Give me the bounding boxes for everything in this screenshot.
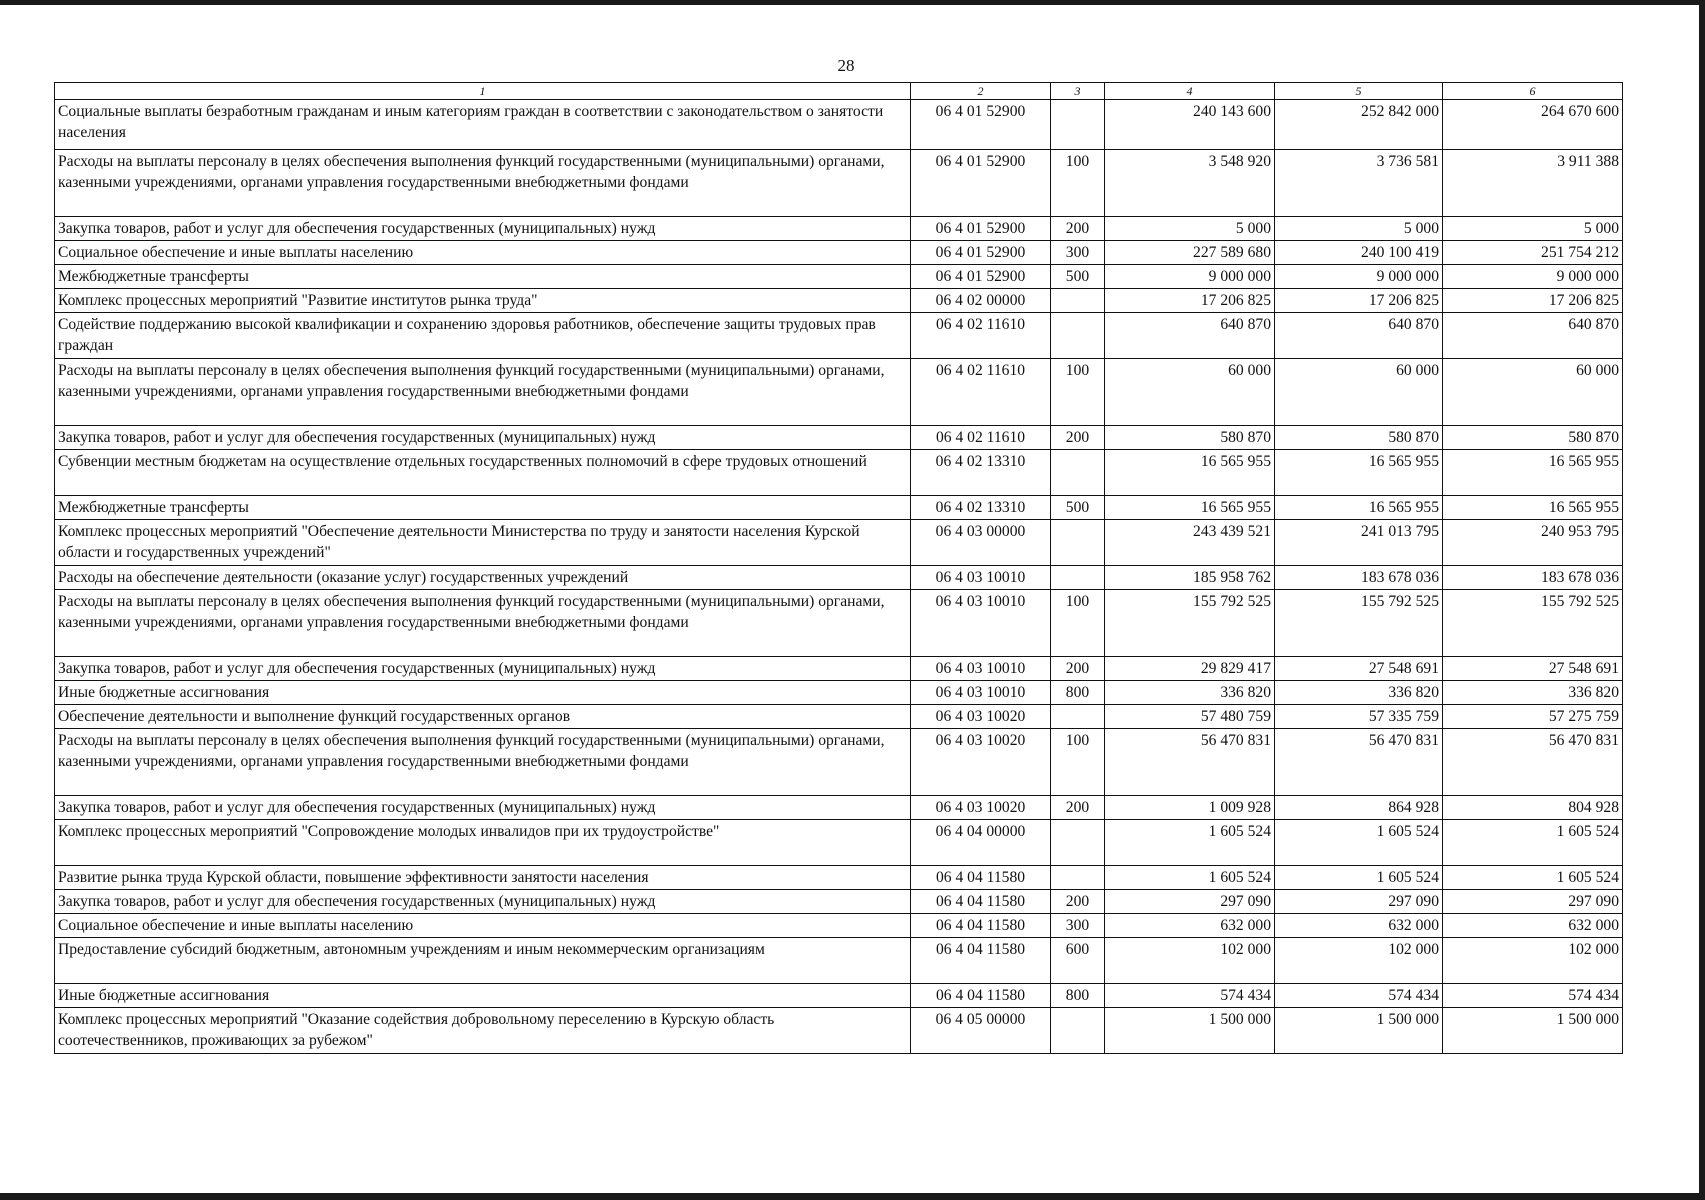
table-row bbox=[55, 657, 1623, 681]
amount-year2-cell: 16 565 955 bbox=[1275, 450, 1443, 496]
row-name-cell: Межбюджетные трансферты bbox=[55, 265, 911, 289]
column-header: 6 bbox=[1443, 83, 1623, 100]
amount-year2-cell: 297 090 bbox=[1275, 890, 1443, 914]
amount-year1-cell: 155 792 525 bbox=[1105, 590, 1275, 657]
amount-year3-cell: 102 000 bbox=[1443, 938, 1623, 984]
amount-year2-cell: 574 434 bbox=[1275, 984, 1443, 1008]
table-row bbox=[55, 729, 1623, 796]
amount-year2-cell: 640 870 bbox=[1275, 313, 1443, 359]
amount-year1-cell: 243 439 521 bbox=[1105, 520, 1275, 566]
row-name-cell: Социальное обеспечение и иные выплаты населению bbox=[55, 914, 911, 938]
scan-border-bottom bbox=[0, 1193, 1705, 1200]
row-name-cell: Социальные выплаты безработным гражданам и иным категориям граждан в соответствии с законодательством о занятости населения bbox=[55, 100, 911, 150]
table-row bbox=[55, 450, 1623, 496]
row-name-cell: Комплекс процессных мероприятий "Развитие институтов рынка труда" bbox=[55, 289, 911, 313]
amount-year3-cell: 804 928 bbox=[1443, 796, 1623, 820]
amount-year1-cell: 227 589 680 bbox=[1105, 241, 1275, 265]
amount-year3-cell: 56 470 831 bbox=[1443, 729, 1623, 796]
amount-year1-cell: 1 605 524 bbox=[1105, 866, 1275, 890]
row-name-cell: Расходы на выплаты персоналу в целях обеспечения выполнения функций государственными (муниципальными) органами, казенными учреждениями, органами управления государственными внебюджетными фондами bbox=[55, 590, 911, 657]
table-row bbox=[55, 914, 1623, 938]
amount-year3-cell: 57 275 759 bbox=[1443, 705, 1623, 729]
target-code-cell: 06 4 02 11610 bbox=[911, 313, 1051, 359]
row-name-cell: Иные бюджетные ассигнования bbox=[55, 984, 911, 1008]
target-code-cell: 06 4 02 13310 bbox=[911, 496, 1051, 520]
amount-year1-cell: 1 500 000 bbox=[1105, 1008, 1275, 1054]
amount-year2-cell: 580 870 bbox=[1275, 426, 1443, 450]
amount-year1-cell: 185 958 762 bbox=[1105, 566, 1275, 590]
amount-year1-cell: 16 565 955 bbox=[1105, 450, 1275, 496]
row-name-cell: Расходы на выплаты персоналу в целях обеспечения выполнения функций государственными (муниципальными) органами, казенными учреждениями, органами управления государственными внебюджетными фондами bbox=[55, 150, 911, 217]
row-name-cell: Субвенции местным бюджетам на осуществление отдельных государственных полномочий в сфере трудовых отношений bbox=[55, 450, 911, 496]
amount-year2-cell: 1 605 524 bbox=[1275, 820, 1443, 866]
row-name-cell: Обеспечение деятельности и выполнение функций государственных органов bbox=[55, 705, 911, 729]
amount-year2-cell: 1 500 000 bbox=[1275, 1008, 1443, 1054]
table-row bbox=[55, 681, 1623, 705]
amount-year2-cell: 864 928 bbox=[1275, 796, 1443, 820]
row-name-cell: Комплекс процессных мероприятий "Сопровождение молодых инвалидов при их трудоустройстве" bbox=[55, 820, 911, 866]
target-code-cell: 06 4 03 10020 bbox=[911, 729, 1051, 796]
amount-year2-cell: 632 000 bbox=[1275, 914, 1443, 938]
table-row bbox=[55, 520, 1623, 566]
amount-year3-cell: 574 434 bbox=[1443, 984, 1623, 1008]
amount-year3-cell: 183 678 036 bbox=[1443, 566, 1623, 590]
target-code-cell: 06 4 04 00000 bbox=[911, 820, 1051, 866]
scan-border-right bbox=[1699, 0, 1705, 1200]
row-name-cell: Закупка товаров, работ и услуг для обеспечения государственных (муниципальных) нужд bbox=[55, 657, 911, 681]
row-name-cell: Комплекс процессных мероприятий "Обеспечение деятельности Министерства по труду и занятости населения Курской области и государственных учреждений" bbox=[55, 520, 911, 566]
amount-year3-cell: 580 870 bbox=[1443, 426, 1623, 450]
amount-year1-cell: 29 829 417 bbox=[1105, 657, 1275, 681]
expense-type-cell bbox=[1051, 520, 1105, 566]
expense-type-cell: 200 bbox=[1051, 657, 1105, 681]
amount-year3-cell: 155 792 525 bbox=[1443, 590, 1623, 657]
column-header: 3 bbox=[1051, 83, 1105, 100]
expense-type-cell: 300 bbox=[1051, 241, 1105, 265]
expense-type-cell bbox=[1051, 313, 1105, 359]
row-name-cell: Межбюджетные трансферты bbox=[55, 496, 911, 520]
table-row bbox=[55, 984, 1623, 1008]
target-code-cell: 06 4 03 10020 bbox=[911, 705, 1051, 729]
amount-year2-cell: 17 206 825 bbox=[1275, 289, 1443, 313]
amount-year1-cell: 102 000 bbox=[1105, 938, 1275, 984]
amount-year3-cell: 240 953 795 bbox=[1443, 520, 1623, 566]
target-code-cell: 06 4 01 52900 bbox=[911, 265, 1051, 289]
target-code-cell: 06 4 04 11580 bbox=[911, 866, 1051, 890]
column-header: 2 bbox=[911, 83, 1051, 100]
target-code-cell: 06 4 03 10020 bbox=[911, 796, 1051, 820]
target-code-cell: 06 4 02 13310 bbox=[911, 450, 1051, 496]
expense-type-cell: 100 bbox=[1051, 590, 1105, 657]
amount-year1-cell: 3 548 920 bbox=[1105, 150, 1275, 217]
amount-year3-cell: 1 605 524 bbox=[1443, 866, 1623, 890]
amount-year2-cell: 60 000 bbox=[1275, 359, 1443, 426]
expense-type-cell: 800 bbox=[1051, 984, 1105, 1008]
amount-year1-cell: 580 870 bbox=[1105, 426, 1275, 450]
target-code-cell: 06 4 03 10010 bbox=[911, 590, 1051, 657]
amount-year2-cell: 9 000 000 bbox=[1275, 265, 1443, 289]
row-name-cell: Закупка товаров, работ и услуг для обеспечения государственных (муниципальных) нужд bbox=[55, 796, 911, 820]
amount-year3-cell: 17 206 825 bbox=[1443, 289, 1623, 313]
amount-year3-cell: 251 754 212 bbox=[1443, 241, 1623, 265]
amount-year1-cell: 56 470 831 bbox=[1105, 729, 1275, 796]
column-header: 5 bbox=[1275, 83, 1443, 100]
row-name-cell: Закупка товаров, работ и услуг для обеспечения государственных (муниципальных) нужд bbox=[55, 426, 911, 450]
row-name-cell: Расходы на выплаты персоналу в целях обеспечения выполнения функций государственными (муниципальными) органами, казенными учреждениями, органами управления государственными внебюджетными фондами bbox=[55, 359, 911, 426]
table-row bbox=[55, 289, 1623, 313]
amount-year3-cell: 27 548 691 bbox=[1443, 657, 1623, 681]
target-code-cell: 06 4 02 00000 bbox=[911, 289, 1051, 313]
scan-border-top bbox=[0, 0, 1705, 5]
amount-year3-cell: 264 670 600 bbox=[1443, 100, 1623, 150]
amount-year1-cell: 240 143 600 bbox=[1105, 100, 1275, 150]
amount-year3-cell: 16 565 955 bbox=[1443, 496, 1623, 520]
target-code-cell: 06 4 05 00000 bbox=[911, 1008, 1051, 1054]
row-name-cell: Комплекс процессных мероприятий "Оказание содействия добровольному переселению в Курскую область соотечественников, проживающих за рубежом" bbox=[55, 1008, 911, 1054]
row-name-cell: Предоставление субсидий бюджетным, автономным учреждениям и иным некоммерческим организациям bbox=[55, 938, 911, 984]
table-row bbox=[55, 359, 1623, 426]
amount-year2-cell: 16 565 955 bbox=[1275, 496, 1443, 520]
expense-type-cell: 500 bbox=[1051, 496, 1105, 520]
amount-year3-cell: 1 500 000 bbox=[1443, 1008, 1623, 1054]
budget-table bbox=[54, 82, 1623, 1054]
amount-year1-cell: 574 434 bbox=[1105, 984, 1275, 1008]
amount-year2-cell: 241 013 795 bbox=[1275, 520, 1443, 566]
expense-type-cell bbox=[1051, 1008, 1105, 1054]
table-row bbox=[55, 496, 1623, 520]
expense-type-cell bbox=[1051, 820, 1105, 866]
table-row bbox=[55, 890, 1623, 914]
expense-type-cell: 100 bbox=[1051, 729, 1105, 796]
amount-year1-cell: 632 000 bbox=[1105, 914, 1275, 938]
amount-year3-cell: 9 000 000 bbox=[1443, 265, 1623, 289]
target-code-cell: 06 4 01 52900 bbox=[911, 217, 1051, 241]
target-code-cell: 06 4 01 52900 bbox=[911, 150, 1051, 217]
target-code-cell: 06 4 04 11580 bbox=[911, 890, 1051, 914]
table-row bbox=[55, 241, 1623, 265]
expense-type-cell: 100 bbox=[1051, 359, 1105, 426]
expense-type-cell: 100 bbox=[1051, 150, 1105, 217]
table-row bbox=[55, 265, 1623, 289]
target-code-cell: 06 4 03 10010 bbox=[911, 657, 1051, 681]
target-code-cell: 06 4 03 10010 bbox=[911, 681, 1051, 705]
target-code-cell: 06 4 02 11610 bbox=[911, 426, 1051, 450]
amount-year2-cell: 5 000 bbox=[1275, 217, 1443, 241]
amount-year2-cell: 102 000 bbox=[1275, 938, 1443, 984]
row-name-cell: Расходы на обеспечение деятельности (оказание услуг) государственных учреждений bbox=[55, 566, 911, 590]
amount-year1-cell: 16 565 955 bbox=[1105, 496, 1275, 520]
row-name-cell: Иные бюджетные ассигнования bbox=[55, 681, 911, 705]
amount-year3-cell: 3 911 388 bbox=[1443, 150, 1623, 217]
table-row bbox=[55, 566, 1623, 590]
target-code-cell: 06 4 04 11580 bbox=[911, 984, 1051, 1008]
amount-year3-cell: 1 605 524 bbox=[1443, 820, 1623, 866]
row-name-cell: Развитие рынка труда Курской области, повышение эффективности занятости населения bbox=[55, 866, 911, 890]
table-header-row bbox=[55, 83, 1623, 100]
amount-year2-cell: 57 335 759 bbox=[1275, 705, 1443, 729]
expense-type-cell bbox=[1051, 289, 1105, 313]
target-code-cell: 06 4 03 10010 bbox=[911, 566, 1051, 590]
table-row bbox=[55, 217, 1623, 241]
target-code-cell: 06 4 01 52900 bbox=[911, 100, 1051, 150]
amount-year2-cell: 183 678 036 bbox=[1275, 566, 1443, 590]
target-code-cell: 06 4 04 11580 bbox=[911, 938, 1051, 984]
row-name-cell: Социальное обеспечение и иные выплаты населению bbox=[55, 241, 911, 265]
expense-type-cell bbox=[1051, 566, 1105, 590]
target-code-cell: 06 4 02 11610 bbox=[911, 359, 1051, 426]
expense-type-cell: 200 bbox=[1051, 796, 1105, 820]
amount-year2-cell: 3 736 581 bbox=[1275, 150, 1443, 217]
table-row bbox=[55, 705, 1623, 729]
table-row bbox=[55, 820, 1623, 866]
row-name-cell: Закупка товаров, работ и услуг для обеспечения государственных (муниципальных) нужд bbox=[55, 217, 911, 241]
amount-year2-cell: 56 470 831 bbox=[1275, 729, 1443, 796]
table-row bbox=[55, 100, 1623, 150]
amount-year2-cell: 27 548 691 bbox=[1275, 657, 1443, 681]
table-body bbox=[55, 100, 1623, 1054]
amount-year1-cell: 57 480 759 bbox=[1105, 705, 1275, 729]
expense-type-cell: 800 bbox=[1051, 681, 1105, 705]
amount-year2-cell: 1 605 524 bbox=[1275, 866, 1443, 890]
expense-type-cell: 300 bbox=[1051, 914, 1105, 938]
target-code-cell: 06 4 03 00000 bbox=[911, 520, 1051, 566]
amount-year1-cell: 5 000 bbox=[1105, 217, 1275, 241]
expense-type-cell bbox=[1051, 450, 1105, 496]
page-number: 28 bbox=[837, 56, 855, 75]
row-name-cell: Содействие поддержанию высокой квалификации и сохранению здоровья работников, обеспечение защиты трудовых прав граждан bbox=[55, 313, 911, 359]
expense-type-cell: 200 bbox=[1051, 426, 1105, 450]
table-row bbox=[55, 796, 1623, 820]
expense-type-cell: 200 bbox=[1051, 217, 1105, 241]
amount-year3-cell: 632 000 bbox=[1443, 914, 1623, 938]
expense-type-cell: 600 bbox=[1051, 938, 1105, 984]
amount-year3-cell: 16 565 955 bbox=[1443, 450, 1623, 496]
amount-year1-cell: 9 000 000 bbox=[1105, 265, 1275, 289]
amount-year1-cell: 1 009 928 bbox=[1105, 796, 1275, 820]
target-code-cell: 06 4 01 52900 bbox=[911, 241, 1051, 265]
amount-year3-cell: 336 820 bbox=[1443, 681, 1623, 705]
row-name-cell: Закупка товаров, работ и услуг для обеспечения государственных (муниципальных) нужд bbox=[55, 890, 911, 914]
expense-type-cell bbox=[1051, 866, 1105, 890]
amount-year3-cell: 60 000 bbox=[1443, 359, 1623, 426]
amount-year1-cell: 60 000 bbox=[1105, 359, 1275, 426]
target-code-cell: 06 4 04 11580 bbox=[911, 914, 1051, 938]
column-header: 1 bbox=[55, 83, 911, 100]
expense-type-cell: 500 bbox=[1051, 265, 1105, 289]
table-row bbox=[55, 1008, 1623, 1054]
expense-type-cell bbox=[1051, 705, 1105, 729]
table-row bbox=[55, 426, 1623, 450]
column-header: 4 bbox=[1105, 83, 1275, 100]
expense-type-cell: 200 bbox=[1051, 890, 1105, 914]
amount-year2-cell: 336 820 bbox=[1275, 681, 1443, 705]
amount-year3-cell: 5 000 bbox=[1443, 217, 1623, 241]
amount-year1-cell: 336 820 bbox=[1105, 681, 1275, 705]
amount-year1-cell: 1 605 524 bbox=[1105, 820, 1275, 866]
amount-year1-cell: 640 870 bbox=[1105, 313, 1275, 359]
amount-year1-cell: 17 206 825 bbox=[1105, 289, 1275, 313]
table-row bbox=[55, 590, 1623, 657]
table-row bbox=[55, 150, 1623, 217]
amount-year1-cell: 297 090 bbox=[1105, 890, 1275, 914]
expense-type-cell bbox=[1051, 100, 1105, 150]
amount-year2-cell: 252 842 000 bbox=[1275, 100, 1443, 150]
row-name-cell: Расходы на выплаты персоналу в целях обеспечения выполнения функций государственными (муниципальными) органами, казенными учреждениями, органами управления государственными внебюджетными фондами bbox=[55, 729, 911, 796]
table-row bbox=[55, 313, 1623, 359]
amount-year2-cell: 155 792 525 bbox=[1275, 590, 1443, 657]
amount-year3-cell: 640 870 bbox=[1443, 313, 1623, 359]
table-row bbox=[55, 866, 1623, 890]
amount-year3-cell: 297 090 bbox=[1443, 890, 1623, 914]
amount-year2-cell: 240 100 419 bbox=[1275, 241, 1443, 265]
table-row bbox=[55, 938, 1623, 984]
